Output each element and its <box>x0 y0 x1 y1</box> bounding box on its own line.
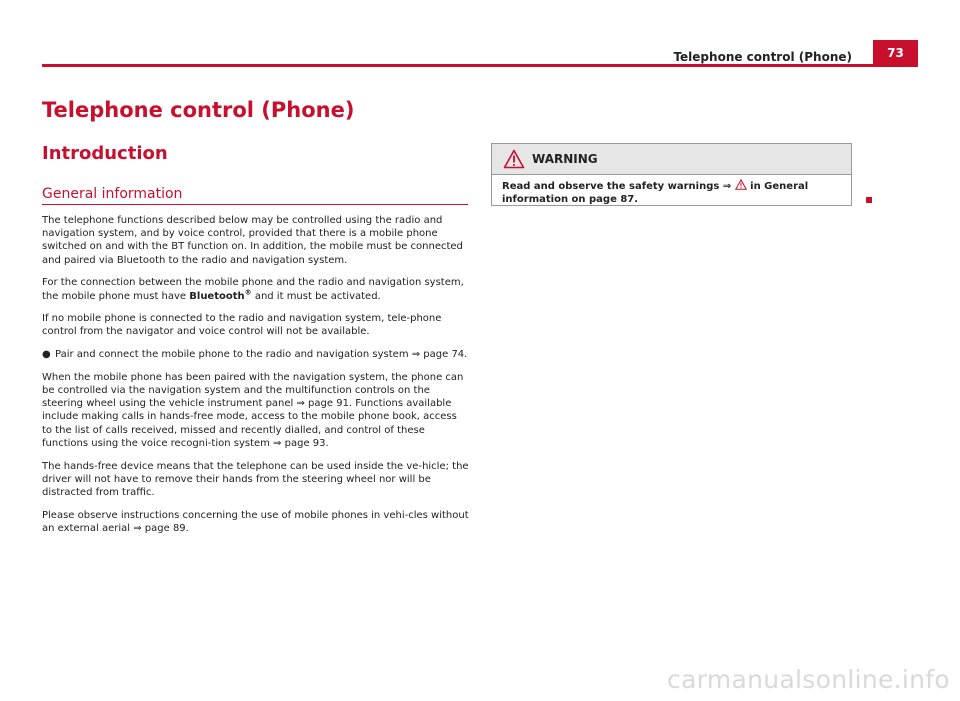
warning-text-start: Read and observe the safety warnings ⇒ <box>502 181 735 192</box>
paragraph-5: The hands-free device means that the telephone can be used inside the ve-hicle; the driver will not have to remove their hands from the steering wheel nor will be distracted from traffic. <box>42 460 469 498</box>
bullet-text: Pair and connect the mobile phone to the radio and navigation system ⇒ page 74. <box>55 349 468 361</box>
paragraph-3: If no mobile phone is connected to the radio and navigation system, tele-phone control from the navigator and voice control will not be available. <box>42 313 442 338</box>
subsection-header <box>42 183 468 205</box>
bullet-icon: ● <box>42 349 51 361</box>
page-title: Telephone control (Phone) <box>42 98 355 122</box>
registered-mark: ® <box>244 288 252 297</box>
subsection-title: General information <box>42 186 183 202</box>
warning-box <box>491 143 852 206</box>
warning-header <box>492 144 851 175</box>
warning-triangle-icon <box>503 149 525 169</box>
body-text <box>42 214 470 545</box>
warning-text-end: in General information on page 87. <box>502 181 809 205</box>
warning-text <box>492 175 851 206</box>
paragraph-2 <box>42 276 470 302</box>
section-end-marker <box>866 197 872 203</box>
watermark: carmanualsonline.info <box>667 665 950 694</box>
running-title: Telephone control (Phone) <box>673 50 852 64</box>
warning-triangle-small-icon <box>735 179 747 190</box>
page-number: 73 <box>873 40 918 67</box>
warning-title: WARNING <box>532 152 598 166</box>
bullet-item <box>42 348 470 361</box>
paragraph-2-start: For the connection between the mobile phone and the radio and navigation system, the mobile phone must have <box>42 277 464 302</box>
bluetooth-name: Bluetooth <box>189 290 245 302</box>
bluetooth-term <box>189 288 252 302</box>
header-rule <box>42 64 918 67</box>
paragraph-1: The telephone functions described below may be controlled using the radio and navigation system, and by voice control, provided that there is a mobile phone switched on and with the BT function on. In addition, the mobile must be connected and paired via Bluetooth to the radio and navigation system. <box>42 215 463 266</box>
paragraph-6: Please observe instructions concerning the use of mobile phones in vehi-cles without an external aerial ⇒ page 89. <box>42 509 469 534</box>
section-title: Introduction <box>42 143 168 164</box>
paragraph-4: When the mobile phone has been paired with the navigation system, the phone can be controlled via the navigation system and the multifunction controls on the steering wheel using the vehicle instrument panel ⇒ page 91. Functions available include making calls in hands-free mode, access to the mobile phone book, access to the list of calls received, missed and recently dialled, and control of these functions using the voice recogni-tion system ⇒ page 93. <box>42 371 464 449</box>
paragraph-2-end: and it must be activated. <box>251 290 381 302</box>
